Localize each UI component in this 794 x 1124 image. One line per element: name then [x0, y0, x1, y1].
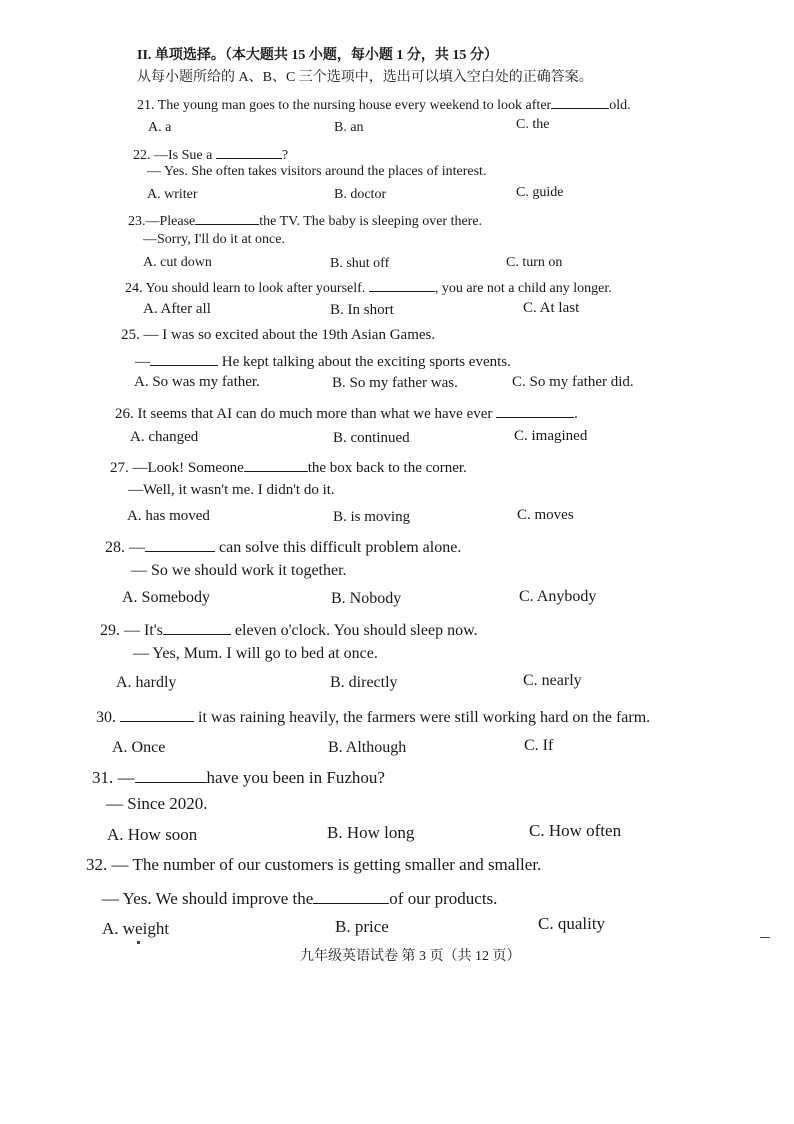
question-text: it was raining heavily, the farmers were still working hard on the farm. — [198, 709, 651, 726]
answer-blank — [216, 144, 282, 159]
question-text: . — [574, 406, 578, 422]
question-26 — [115, 402, 578, 423]
option-c: C. guide — [516, 185, 564, 200]
question-32-reply — [102, 886, 497, 909]
question-27-reply: —Well, it wasn't me. I didn't do it. — [128, 482, 335, 498]
option-a: A. a — [148, 120, 172, 135]
question-number: 28. — [105, 539, 125, 556]
question-number: 31. — [92, 768, 114, 787]
question-number: 22. — [133, 148, 151, 163]
question-text: — Yes. We should improve the — [102, 889, 314, 908]
option-c: C. nearly — [523, 672, 582, 689]
answer-blank — [120, 705, 194, 722]
question-number: 30. — [96, 709, 116, 726]
question-text: — It's — [124, 622, 163, 639]
question-text: — The number of our customers is getting smaller and smaller. — [111, 855, 542, 874]
question-27 — [110, 456, 467, 477]
question-text: of our products. — [389, 889, 498, 908]
option-c: C. So my father did. — [512, 374, 634, 390]
question-text: old. — [609, 98, 631, 113]
option-b: B. directly — [330, 674, 398, 691]
option-b: B. doctor — [334, 187, 387, 202]
option-c: C. If — [524, 737, 554, 754]
question-number: 25. — [121, 327, 140, 343]
option-a: A. Somebody — [122, 589, 210, 606]
question-text: The young man goes to the nursing house every weekend to look after — [157, 98, 552, 113]
answer-blank — [163, 618, 231, 635]
question-22-reply: — Yes. She often takes visitors around the places of interest. — [147, 164, 487, 179]
question-text: have you been in Fuzhou? — [206, 768, 385, 787]
option-a: A. hardly — [116, 674, 177, 691]
question-number: 23. — [128, 214, 146, 229]
option-b: B. an — [334, 120, 364, 135]
question-number: 21. — [137, 98, 155, 113]
question-number: 27. — [110, 460, 129, 476]
answer-blank — [551, 94, 609, 109]
option-a: A. So was my father. — [134, 374, 260, 390]
question-29 — [100, 618, 478, 640]
option-a: A. How soon — [107, 825, 198, 844]
answer-blank — [244, 456, 308, 472]
question-text: —Look! Someone — [132, 460, 244, 476]
option-a: A. writer — [147, 187, 198, 202]
question-28-reply: — So we should work it together. — [131, 562, 347, 579]
option-b: B. Nobody — [331, 590, 402, 607]
option-b: B. price — [335, 917, 389, 936]
question-text: —Please — [145, 214, 196, 229]
question-24 — [125, 277, 612, 297]
option-c: C. moves — [517, 507, 574, 523]
option-c: C. turn on — [506, 255, 563, 270]
question-text: — — [129, 539, 145, 556]
question-25 — [121, 327, 435, 344]
scan-speck — [760, 937, 770, 938]
question-23 — [128, 210, 482, 230]
question-number: 29. — [100, 622, 120, 639]
question-text: — — [117, 768, 135, 787]
answer-blank — [195, 210, 259, 225]
option-c: C. At last — [523, 300, 580, 316]
question-text: — — [135, 354, 150, 370]
option-a: A. weight — [102, 919, 170, 938]
question-text: He kept talking about the exciting sports events. — [221, 354, 511, 370]
question-number: 24. — [125, 281, 143, 296]
option-b: B. shut off — [330, 256, 390, 271]
question-text: can solve this difficult problem alone. — [219, 539, 462, 556]
option-b: B. Although — [328, 739, 407, 756]
option-c: C. the — [516, 117, 550, 132]
question-25-reply — [135, 350, 511, 371]
question-text: , you are not a child any longer. — [434, 281, 612, 296]
option-c: C. Anybody — [519, 588, 597, 605]
question-30 — [96, 705, 650, 727]
option-b: B. How long — [327, 823, 415, 842]
question-32 — [86, 855, 541, 875]
answer-blank — [313, 886, 389, 904]
question-31-reply: — Since 2020. — [106, 794, 208, 813]
section-instruction: 从每小题所给的 A、B、C 三个选项中，选出可以填入空白处的正确答案。 — [137, 70, 593, 85]
question-text: You should learn to look after yourself. — [145, 281, 366, 296]
question-22 — [133, 144, 288, 164]
option-b: B. In short — [330, 302, 394, 318]
option-a: A. cut down — [143, 255, 212, 270]
answer-blank — [135, 765, 207, 783]
question-text: ? — [281, 148, 289, 163]
option-c: C. quality — [538, 914, 606, 933]
question-text: — I was so excited about the 19th Asian Games. — [143, 327, 436, 343]
scan-speck — [137, 941, 140, 944]
option-a: A. After all — [143, 301, 211, 317]
answer-blank — [369, 277, 435, 292]
option-c: C. How often — [529, 821, 622, 840]
question-text: eleven o'clock. You should sleep now. — [234, 622, 478, 639]
question-23-reply: —Sorry, I'll do it at once. — [143, 232, 285, 247]
answer-blank — [150, 350, 218, 366]
option-b: B. is moving — [333, 509, 411, 525]
question-number: 26. — [115, 406, 134, 422]
option-a: A. has moved — [127, 508, 210, 524]
question-number: 32. — [86, 855, 108, 874]
question-21 — [137, 94, 631, 114]
answer-blank — [145, 535, 215, 552]
question-text: —Is Sue a — [154, 148, 213, 163]
option-a: A. Once — [112, 739, 166, 756]
section-title: II. 单项选择。（本大题共 15 小题，每小题 1 分，共 15 分） — [137, 48, 498, 63]
question-text: the box back to the corner. — [307, 460, 467, 476]
question-text: the TV. The baby is sleeping over there. — [259, 214, 483, 229]
option-b: B. continued — [333, 430, 410, 446]
question-29-reply: — Yes, Mum. I will go to bed at once. — [133, 645, 378, 662]
question-text: It seems that AI can do much more than what we have ever — [137, 406, 493, 422]
page-footer: 九年级英语试卷 第 3 页（共 12 页） — [300, 949, 521, 964]
answer-blank — [496, 402, 574, 418]
option-c: C. imagined — [514, 428, 588, 444]
option-a: A. changed — [130, 429, 199, 445]
question-31 — [92, 765, 385, 788]
option-b: B. So my father was. — [332, 375, 458, 391]
question-28 — [105, 535, 461, 557]
